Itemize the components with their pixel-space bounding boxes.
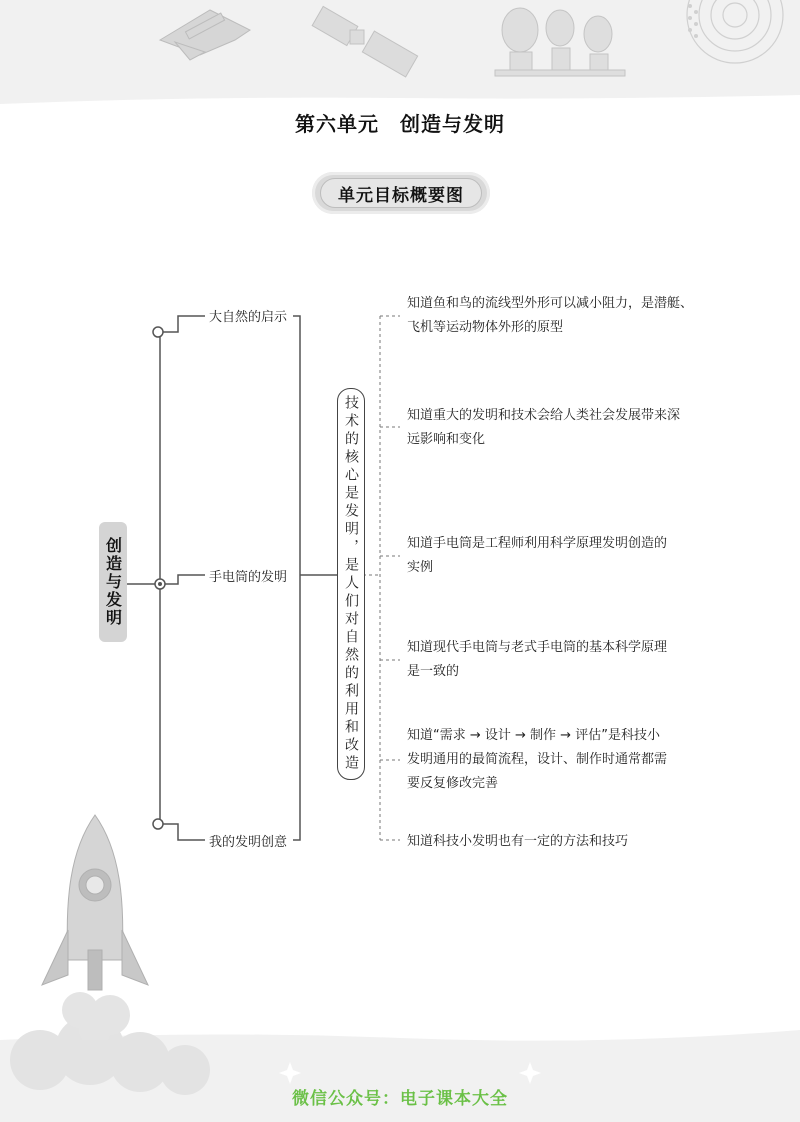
goal-line: 要反复修改完善 [407, 776, 499, 791]
goal-line: 知道重大的发明和技术会给人类社会发展带来深 [407, 408, 681, 423]
core-concept-text: 技术的核心是发明，是人们对自然的利用和改造 [343, 395, 359, 773]
branch-my-invention-idea: 我的发明创意 [209, 835, 288, 850]
goal-item [407, 532, 707, 580]
goal-item [407, 292, 707, 340]
goal-line: 远影响和变化 [407, 432, 486, 447]
goal-line: 知道“需求 → 设计 → 制作 → 评估”是科技小 [407, 728, 660, 743]
footer-watermark: 微信公众号：电子课本大全 [292, 1089, 508, 1109]
branch-nature-inspiration: 大自然的启示 [209, 310, 288, 325]
page-title: 第六单元 创造与发明 [295, 112, 505, 136]
mindmap-root: 创造与发明 [99, 522, 127, 642]
goal-line: 知道科技小发明也有一定的方法和技巧 [407, 834, 629, 849]
goal-item [407, 830, 707, 854]
goal-line: 知道现代手电筒与老式手电筒的基本科学原理 [407, 640, 668, 655]
goal-line: 知道手电筒是工程师利用科学原理发明创造的 [407, 536, 668, 551]
goal-line: 发明通用的最简流程，设计、制作时通常都需 [407, 752, 668, 767]
goal-line: 实例 [407, 560, 434, 575]
goal-line: 飞机等运动物体外形的原型 [407, 320, 564, 335]
section-heading-label: 单元目标概要图 [320, 178, 482, 208]
rocket-icon [30, 810, 160, 1040]
branch-flashlight-invention: 手电筒的发明 [209, 570, 288, 585]
core-concept [337, 388, 365, 780]
goal-line: 知道鱼和鸟的流线型外形可以减小阻力，是潜艇、 [407, 296, 694, 311]
goal-item [407, 636, 707, 684]
goal-line: 是一致的 [407, 664, 460, 679]
goal-item [407, 404, 707, 452]
goal-item [407, 724, 707, 796]
